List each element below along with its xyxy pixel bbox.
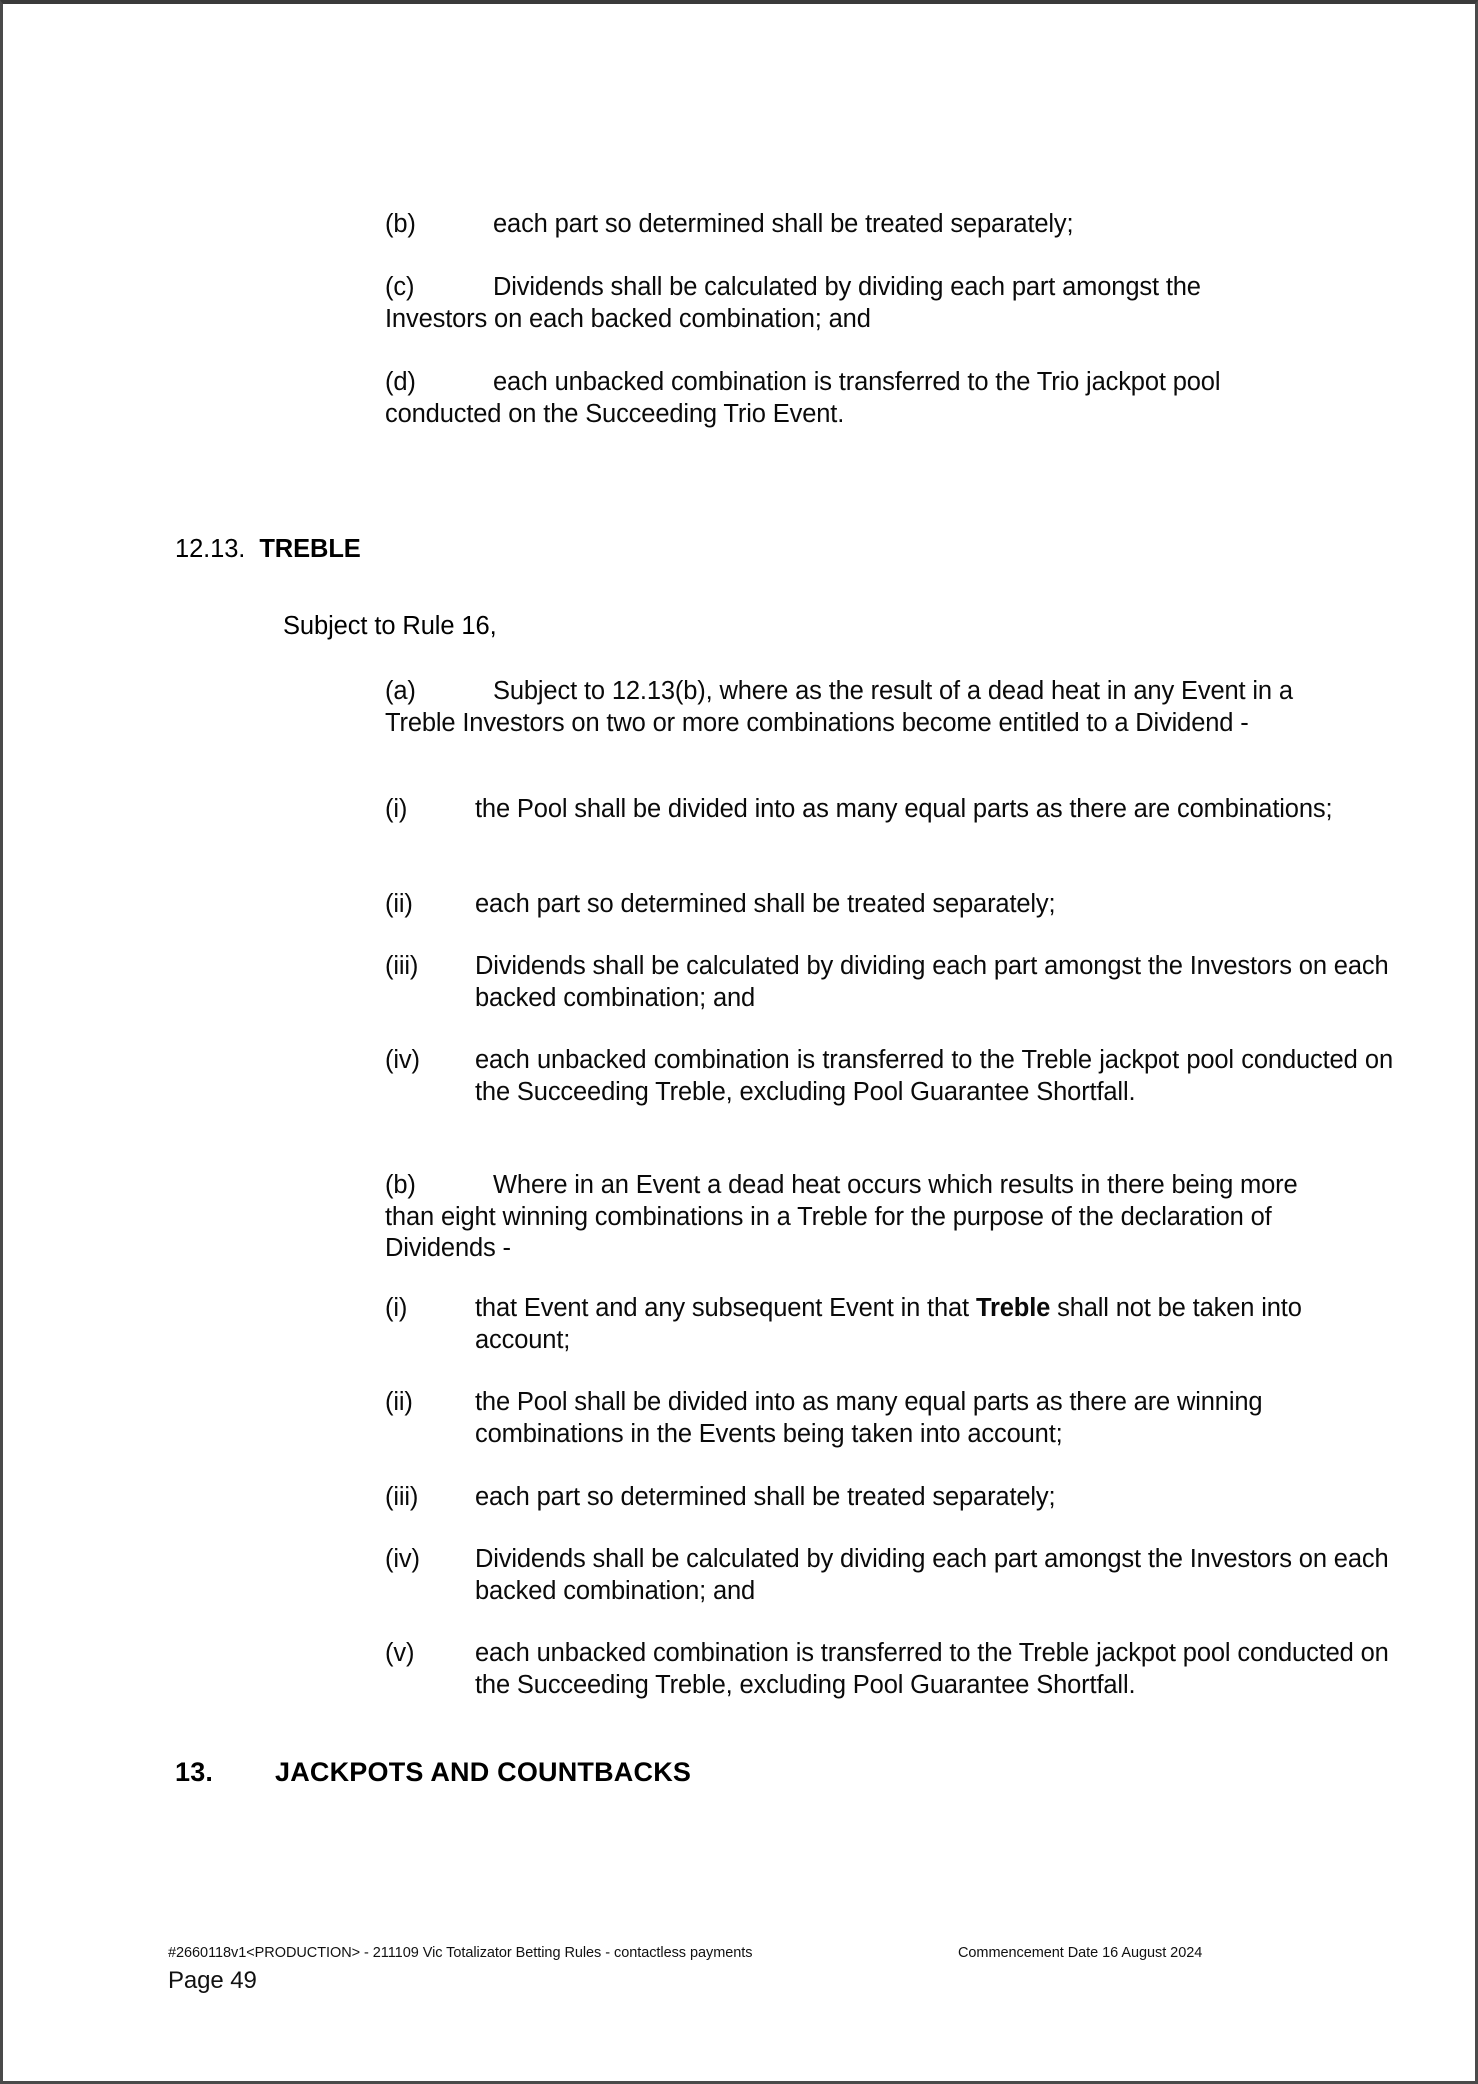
clause-b-ii <box>385 1387 1391 1450</box>
footer-commencement-date: Commencement Date 16 August 2024 <box>958 1945 1203 1961</box>
clause-label: (iv) <box>385 1545 420 1573</box>
clause-label: (ii) <box>385 1388 413 1416</box>
clause-label: (v) <box>385 1639 415 1667</box>
clause-label: (a) <box>385 677 416 705</box>
clause-text: Dividends shall be calculated by dividing each part amongst the Investors on each backed combination; and <box>385 273 1201 333</box>
clause-b-trio <box>385 209 1301 241</box>
clause-text: Where in an Event a dead heat occurs which results in there being more than eight winning combinations in a Treble for the purpose of the declaration of Dividends - <box>385 1171 1298 1262</box>
heading-number: 12.13. <box>175 535 246 563</box>
clause-emphasis-treble: Treble <box>975 1294 1051 1322</box>
clause-text: each unbacked combination is transferred to the Treble jackpot pool conducted on the Succeeding Treble, excluding Pool Guarantee <box>475 1046 1393 1106</box>
clause-a-i <box>385 794 1391 826</box>
clause-b-iv <box>385 1544 1391 1607</box>
heading-title: TREBLE <box>259 535 361 563</box>
clause-a-ii <box>385 889 1391 921</box>
lead-in-subject-to-rule: Subject to Rule 16, <box>283 612 497 640</box>
clause-text: Dividends shall be calculated by dividing each part amongst the Investors on each backed combination; and <box>475 952 1389 1012</box>
clause-text: each unbacked combination is transferred to the Trio jackpot pool conducted on the Succeeding Trio Event. <box>385 368 1221 428</box>
clause-text: each part so determined shall be treated separately; <box>493 210 1074 238</box>
clause-text: the Pool shall be divided into as many equal parts as there are combinations; <box>475 795 1333 823</box>
clause-label: (d) <box>385 368 416 396</box>
footer-page-number: Page 49 <box>168 1967 257 1994</box>
footer-document-reference: #2660118v1<PRODUCTION> - 211109 Vic Totalizator Betting Rules - contactless payments <box>168 1945 753 1961</box>
clause-b-treble <box>385 1170 1301 1265</box>
clause-label: (b) <box>385 210 416 238</box>
page-content <box>3 4 1478 2084</box>
clause-label: (i) <box>385 1294 408 1322</box>
clause-text-before: that Event and any subsequent Event in that <box>475 1294 976 1322</box>
clause-text-after: shall not be taken into account; <box>475 1294 1302 1354</box>
clause-text: each part so determined shall be treated separately; <box>475 890 1056 918</box>
heading-title: JACKPOTS AND COUNTBACKS <box>275 1757 692 1787</box>
clause-a-iii <box>385 951 1391 1014</box>
clause-text: the Pool shall be divided into as many equal parts as there are winning combinations in the Events being taken into account; <box>475 1388 1263 1448</box>
clause-b-v <box>385 1638 1391 1701</box>
clause-c-trio <box>385 272 1301 335</box>
clause-text: each part so determined shall be treated separately; <box>475 1483 1056 1511</box>
heading-12-13 <box>175 534 361 565</box>
heading-number: 13. <box>175 1757 214 1787</box>
clause-a-treble <box>385 676 1301 739</box>
clause-label: (iv) <box>385 1046 420 1074</box>
clause-a-iv <box>385 1045 1393 1108</box>
clause-label: (iii) <box>385 952 419 980</box>
clause-text: each unbacked combination is transferred to the Treble jackpot pool conducted on the Succeeding Treble, excluding Pool Guarantee Shortfall. <box>475 1639 1389 1699</box>
clause-label: (ii) <box>385 890 413 918</box>
clause-label: (i) <box>385 795 408 823</box>
heading-13 <box>175 1756 691 1788</box>
clause-b-iii <box>385 1482 1391 1514</box>
clause-d-trio <box>385 367 1301 430</box>
clause-text-tail: Shortfall. <box>1036 1077 1136 1106</box>
page-footer <box>3 1944 1478 2054</box>
clause-b-i <box>385 1293 1391 1356</box>
clause-text: Subject to 12.13(b), where as the result of a dead heat in any Event in a Treble Investors on two or more combinations become entitled to a Dividend - <box>385 677 1293 737</box>
clause-label: (iii) <box>385 1483 419 1511</box>
clause-label: (b) <box>385 1171 416 1199</box>
clause-label: (c) <box>385 273 415 301</box>
clause-text: Dividends shall be calculated by dividing each part amongst the Investors on each backed combination; and <box>475 1545 1389 1605</box>
